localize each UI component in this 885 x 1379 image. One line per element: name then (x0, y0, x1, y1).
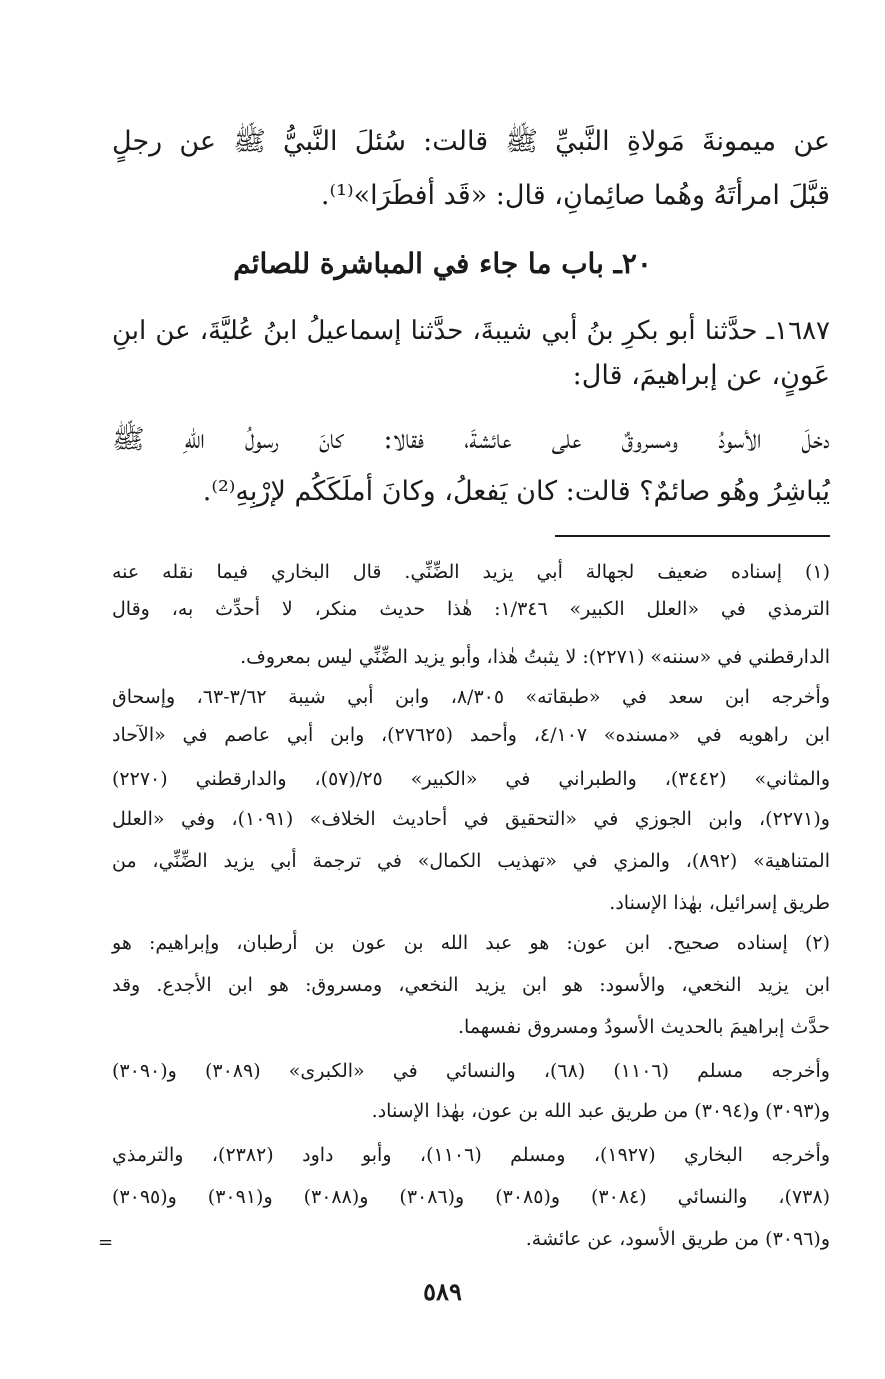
footnote-line: (١) إسناده ضعيف لجهالة أبي يزيد الضِّنِّي. قال البخاري فيما نقله عنه (112, 561, 830, 583)
footnote-line: ابن يزيد النخعي، والأسود: هو ابن يزيد النخعي، ومسروق: هو ابن الأجدع. وقد (112, 974, 830, 996)
footnote-line: (٢) إسناده صحيح. ابن عون: هو عبد الله بن عون بن أرطبان، وإبراهيم: هو (112, 932, 830, 954)
footnote-line: (٧٣٨)، والنسائي (٣٠٨٤) و(٣٠٨٥) و(٣٠٨٦) و(٣٠٨٨) و(٣٠٩١) و(٣٠٩٥) (112, 1186, 830, 1208)
page-number: ٥٨٩ (423, 1277, 462, 1306)
footnote-line: والمثاني» (٣٤٤٢)، والطبراني في «الكبير» ٢٥/(٥٧)، والدارقطني (٢٢٧٠) (112, 768, 830, 790)
footnote-line: طريق إسرائيل، بهٰذا الإسناد. (609, 892, 830, 914)
hadith-text-line: قبَّلَ امرأتَهُ وهُما صائِمانِ، قال: «قَد أفطَرَا»⁽¹⁾. (320, 180, 830, 211)
continuation-mark: = (98, 1232, 114, 1253)
footnote-line: ابن راهويه في «مسنده» ٤/١٠٧، وأحمد (٢٧٦٢٥)، وابن أبي عاصم في «الآحاد (112, 724, 830, 746)
hadith-text-line: عن ميمونةَ مَولاةِ النَّبيِّ ﷺ قالت: سُئلَ النَّبيُّ ﷺ عن رجلٍ (112, 126, 830, 157)
footnote-line: الترمذي في «العلل الكبير» ١/٣٤٦: هٰذا حديث منكر، لا أحدِّث به، وقال (112, 598, 830, 620)
footnote-line: و(٣٠٩٦) من طريق الأسود، عن عائشة. (525, 1228, 830, 1250)
hadith-text-line: يُباشِرُ وهُو صائمٌ؟ قالت: كان يَفعلُ، وكانَ أملَكَكُم لإرْبِهِ⁽²⁾. (202, 476, 830, 507)
footnote-line: حدَّث إبراهيمَ بالحديث الأسودُ ومسروق نفسهما. (457, 1016, 830, 1038)
footnote-line: الدارقطني في «سننه» (٢٢٧١): لا يثبتُ هٰذا، وأبو يزيد الضِّنِّي ليس بمعروف. (240, 646, 830, 668)
footnote-line: وأخرجه ابن سعد في «طبقاته» ٨/٣٠٥، وابن أبي شيبة ٣/٦٢-٦٣، وإسحاق (112, 686, 831, 708)
footnote-line: وأخرجه مسلم (١١٠٦) (٦٨)، والنسائي في «الكبرى» (٣٠٨٩) و(٣٠٩٠) (112, 1060, 830, 1082)
footnote-separator (555, 535, 830, 537)
footnote-line: و(٣٠٩٣) و(٣٠٩٤) من طريق عبد الله بن عون، بهٰذا الإسناد. (371, 1100, 830, 1122)
chapter-heading: ٢٠ـ باب ما جاء في المباشرة للصائم (233, 247, 652, 280)
footnote-line: المتناهية» (٨٩٢)، والمزي في «تهذيب الكمال» في ترجمة أبي يزيد الضِّنِّي، من (112, 850, 830, 872)
hadith-isnad-line: ١٦٨٧ـ حدَّثنا أبو بكرِ بنُ أبي شيبةَ، حدَّثنا إسماعيلُ ابنُ عُليَّةَ، عن ابنِ (112, 316, 830, 346)
footnote-line: وأخرجه البخاري (١٩٢٧)، ومسلم (١١٠٦)، وأبو داود (٢٣٨٢)، والترمذي (112, 1144, 830, 1166)
footnote-line: و(٢٢٧١)، وابن الجوزي في «التحقيق في أحاديث الخلاف» (١٠٩١)، وفي «العلل (112, 808, 830, 830)
hadith-text-line: دخلَ الأسودُ ومسروقٌ على عائشةَ، فقالا: كانَ رسولُ اللهِ ﷺ (112, 424, 830, 455)
hadith-isnad-line: عَونٍ، عن إبراهيمَ، قال: (572, 360, 830, 391)
